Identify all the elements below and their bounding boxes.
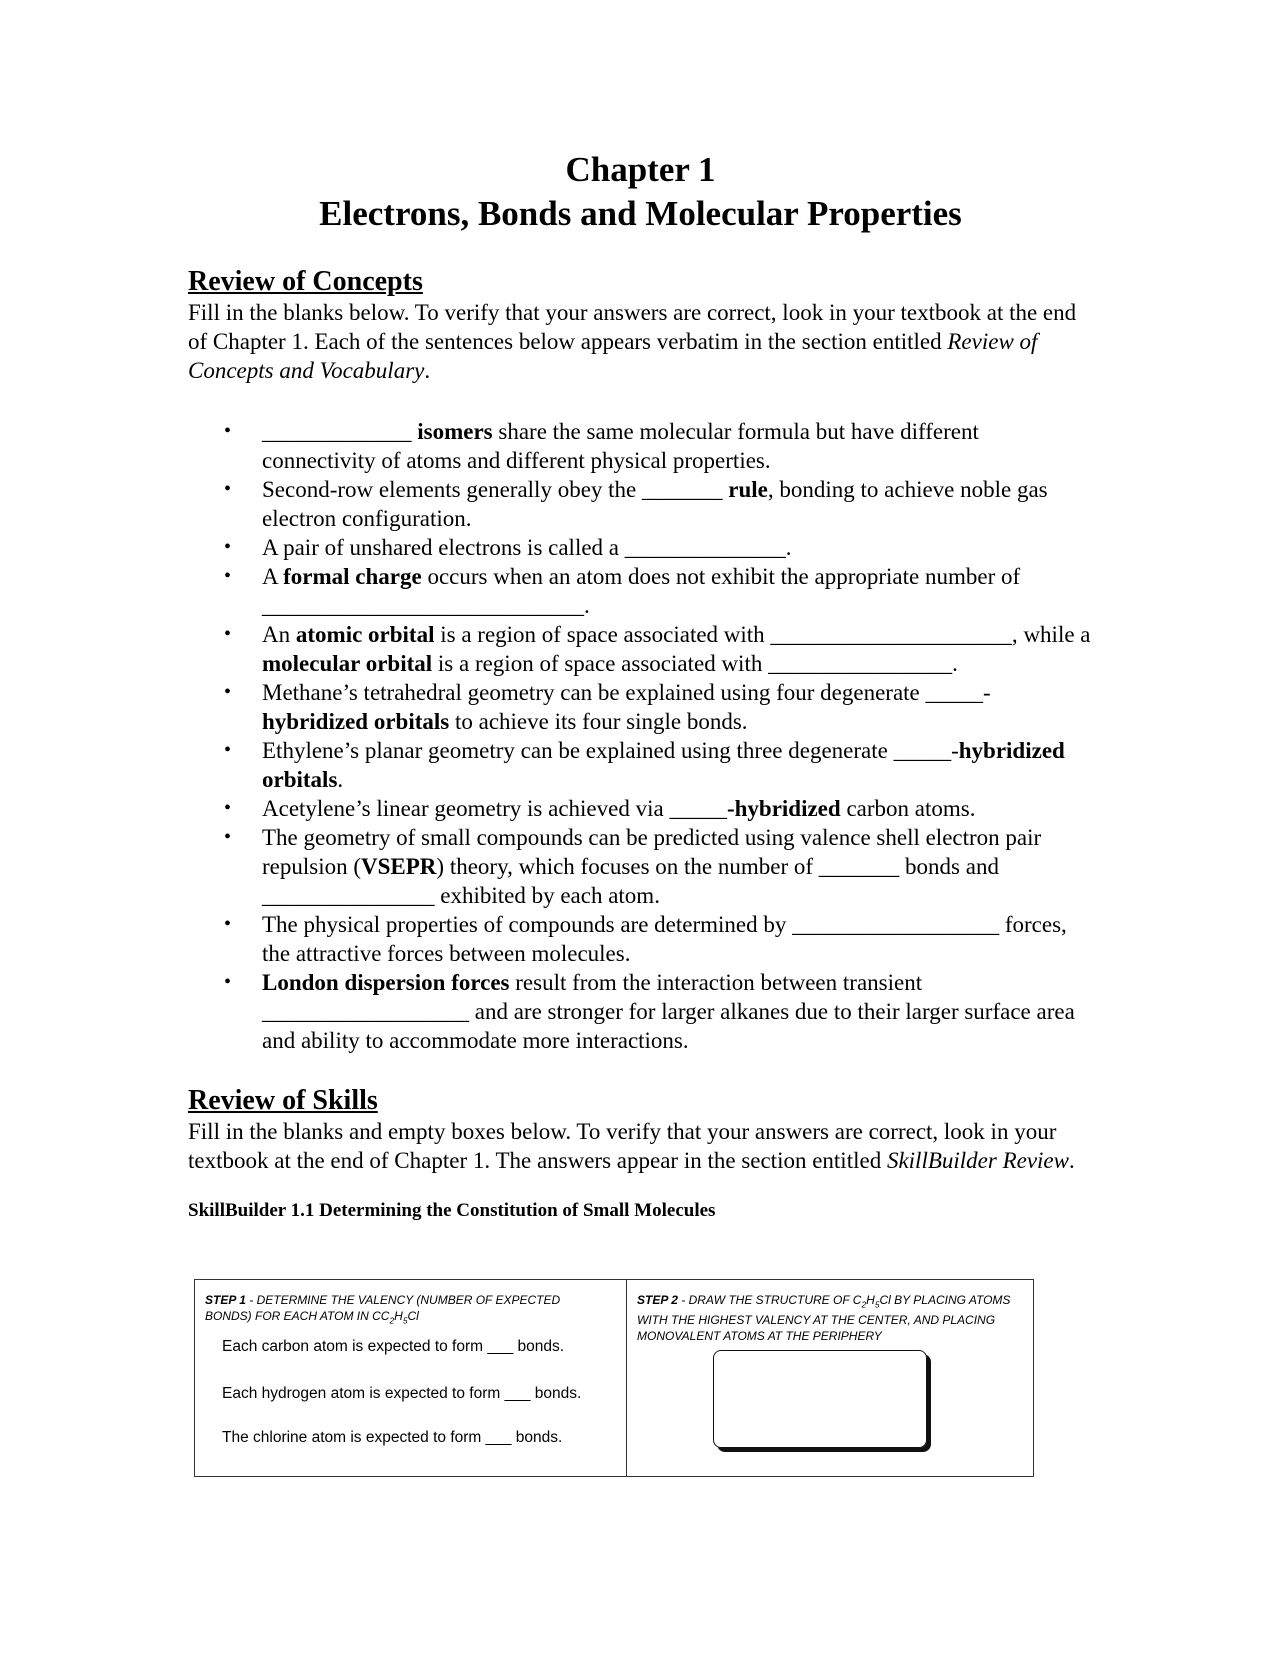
list-item: • An atomic orbital is a region of space associated with _____________________, while a molecular orbital is a region of space associated with ________________. xyxy=(224,622,1091,676)
list-item: • Methane’s tetrahedral geometry can be explained using four degenerate _____-hybridized orbitals to achieve its four single bonds. xyxy=(224,680,991,734)
carbon-valency-line: Each carbon atom is expected to form ___ bonds. xyxy=(222,1338,565,1355)
skills-intro: Fill in the blanks and empty boxes below. To verify that your answers are correct, look in your textbook at the end of Chapter 1. The answers appear in the section entitled SkillBuilder Review. xyxy=(188,1119,1075,1173)
list-item: • The physical properties of compounds are determined by __________________ forces, the attractive forces between molecules. xyxy=(224,912,1067,966)
chapter-name: Electrons, Bonds and Molecular Properties xyxy=(319,194,962,233)
skillbuilder-box xyxy=(194,1279,1034,1477)
list-item: • Acetylene’s linear geometry is achieved via _____-hybridized carbon atoms. xyxy=(224,796,976,821)
step1-heading: STEP 1 - DETERMINE THE VALENCY (NUMBER OF EXPECTED BONDS) FOR EACH ATOM IN $CC_2H_5Cl$ xyxy=(205,1293,561,1326)
chlorine-valency-line: The chlorine atom is expected to form ___ bonds. xyxy=(222,1429,563,1446)
list-item: • _____________ isomers share the same molecular formula but have different connectivity of atoms and different physical properties. xyxy=(224,419,979,473)
skillbuilder-title: SkillBuilder 1.1 Determining the Constitution of Small Molecules xyxy=(188,1200,716,1221)
step2-heading: STEP 2 - DRAW THE STRUCTURE OF $C_2H_5Cl$ BY PLACING ATOMS WITH THE HIGHEST VALENCY AT THE CENTER, AND PLACING MONOVALENT ATOMS AT THE PERIPHERY xyxy=(637,1293,1011,1344)
chapter-title xyxy=(188,148,1093,236)
step2-panel xyxy=(627,1280,1033,1476)
chapter-number: Chapter 1 xyxy=(565,150,716,189)
list-item: • A formal charge occurs when an atom does not exhibit the appropriate number of ____________________________. xyxy=(224,564,1021,618)
list-item: • The geometry of small compounds can be predicted using valence shell electron pair repulsion (VSEPR) theory, which focuses on the number of _______ bonds and _______________ exhibited by each atom. xyxy=(224,825,1042,908)
hydrogen-valency-line: Each hydrogen atom is expected to form ___ bonds. xyxy=(222,1385,582,1402)
review-of-concepts-heading: Review of Concepts xyxy=(188,266,423,297)
list-item: • A pair of unshared electrons is called a ______________. xyxy=(224,535,792,560)
document-page xyxy=(188,148,1093,1223)
review-of-skills-heading: Review of Skills xyxy=(188,1085,378,1116)
step1-panel xyxy=(195,1280,627,1476)
structure-drawing-box[interactable] xyxy=(713,1350,927,1448)
list-item: • Ethylene’s planar geometry can be explained using three degenerate _____-hybridized orbitals. xyxy=(224,738,1065,792)
concepts-list xyxy=(188,417,1093,1055)
concepts-intro: Fill in the blanks below. To verify that your answers are correct, look in your textbook at the end of Chapter 1. Each of the sentences below appears verbatim in the section entitled Review of Concepts and Vocabulary. xyxy=(188,300,1077,383)
list-item: • Second-row elements generally obey the _______ rule, bonding to achieve noble gas electron configuration. xyxy=(224,477,1048,531)
list-item: • London dispersion forces result from the interaction between transient __________________ and are stronger for larger alkanes due to their larger surface area and ability to accommodate more interactions. xyxy=(224,970,1075,1053)
